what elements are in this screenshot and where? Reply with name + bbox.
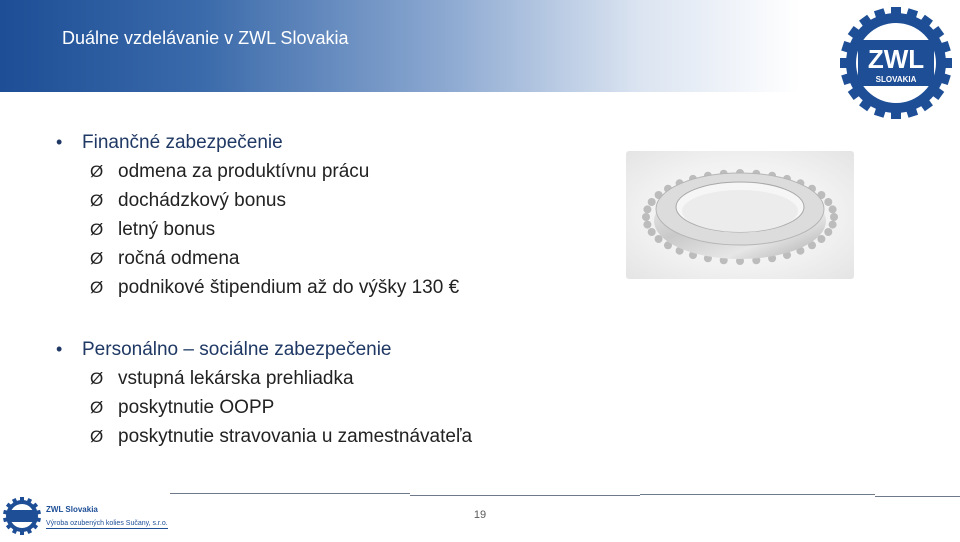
section-heading: Finančné zabezpečenie [82, 132, 283, 153]
bullet-icon: • [56, 339, 63, 359]
footer-divider [410, 495, 640, 496]
bullet-icon: • [56, 132, 63, 152]
list-item: Ø odmena za produktívnu prácu [90, 157, 616, 186]
list-item: Ø vstupná lekárska prehliadka [90, 364, 616, 393]
section-heading: Personálno – sociálne zabezpečenie [82, 339, 392, 360]
footer-logo-icon [2, 495, 42, 537]
gear-ring-photo [626, 151, 854, 279]
slide-title: Duálne vzdelávanie v ZWL Slovakia [62, 28, 349, 48]
logo-main-text: ZWL [867, 44, 925, 74]
list-item: Ø poskytnutie OOPP [90, 393, 616, 422]
list-item: Ø dochádzkový bonus [90, 186, 616, 215]
arrow-bullet-icon: Ø [90, 427, 104, 446]
footer-company-subtitle: Výroba ozubených kolies Sučany, s.r.o. [46, 520, 168, 527]
arrow-bullet-icon: Ø [90, 369, 104, 388]
list-item: Ø ročná odmena [90, 244, 616, 273]
arrow-bullet-icon: Ø [90, 278, 104, 297]
page-number: 19 [473, 509, 487, 521]
list-item: Ø poskytnutie stravovania u zamestnávateľa [90, 422, 616, 451]
arrow-bullet-icon: Ø [90, 398, 104, 417]
footer-company-name: ZWL Slovakia [46, 505, 98, 514]
footer-divider [170, 493, 410, 494]
footer-divider [875, 496, 960, 497]
list-item: Ø letný bonus [90, 215, 616, 244]
content-area [56, 128, 616, 451]
section-social [56, 335, 616, 451]
logo-sub-text: SLOVAKIA [875, 75, 917, 84]
arrow-bullet-icon: Ø [90, 191, 104, 210]
footer-divider [640, 494, 875, 495]
zwl-logo [836, 4, 956, 122]
arrow-bullet-icon: Ø [90, 162, 104, 181]
arrow-bullet-icon: Ø [90, 220, 104, 239]
arrow-bullet-icon: Ø [90, 249, 104, 268]
section-financial [56, 128, 616, 302]
list-item: Ø podnikové štipendium až do výšky 130 € [90, 273, 616, 302]
